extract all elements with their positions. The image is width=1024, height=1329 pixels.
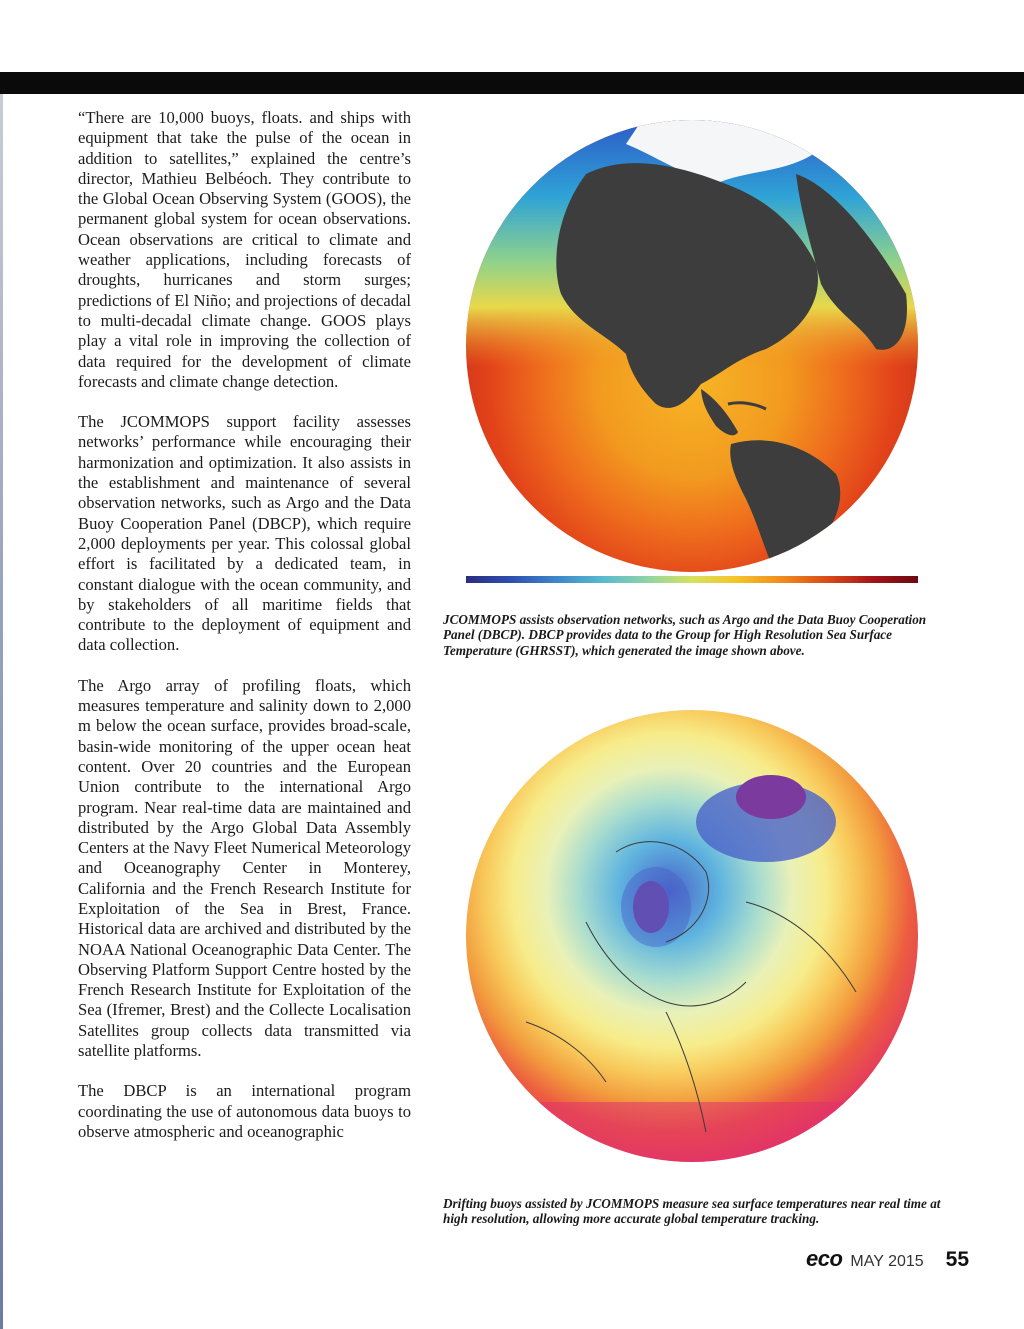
magazine-logo: eco <box>806 1246 843 1271</box>
page-footer <box>806 1246 1006 1270</box>
paragraph-dbcp: The DBCP is an international program coordinating the use of autonomous data buoys to observe atmospheric and oceanographic <box>78 1081 411 1141</box>
issue-date: MAY 2015 <box>850 1253 924 1270</box>
sst-globe-figure <box>466 114 918 574</box>
sst-globe-caption: JCOMMOPS assists observation networks, such as Argo and the Data Buoy Cooperation Panel (DBCP). DBCP provides data to the Group for High Resolution Sea Surface Temperature (GHRSST), which generated the image shown above. <box>443 612 927 658</box>
paragraph-jcommops: The JCOMMOPS support facility assesses networks’ performance while encouraging their harmonization and optimization. It also assists in the establishment and maintenance of several observation networks, such as Argo and the Data Buoy Cooperation Panel (DBCP), which require 2,000 deployments per year. This colossal global effort is facilitated by a dedicated team, in constant dialogue with the ocean community, and by stakeholders of all maritime fields that contribute to the deployment of equipment and data collection. <box>78 412 411 655</box>
paragraph-goos: “There are 10,000 buoys, floats. and ships with equipment that take the pulse of the ocean in addition to satellites,” explained the centre’s director, Mathieu Belbéoch. They contribute to the Global Ocean Observing System (GOOS), the permanent global system for ocean observations. Ocean observations are critical to climate and weather applications, including forecasts of droughts, hurricanes and storm surges; predictions of El Niño; and projections of decadal to multi-decadal climate change. GOOS plays play a vital role in improving the collection of data required for the development of climate forecasts and climate change detection. <box>78 108 411 391</box>
polar-globe-image <box>466 702 918 1170</box>
polar-globe-caption: Drifting buoys assisted by JCOMMOPS measure sea surface temperatures near real time at high resolution, allowing more accurate global temperature tracking. <box>443 1196 941 1227</box>
sst-globe-image <box>466 114 918 574</box>
article-body <box>78 108 411 1162</box>
colorbar-gradient <box>466 576 918 583</box>
polar-globe-figure <box>466 702 918 1170</box>
colorbar-ticks <box>466 583 918 597</box>
paragraph-argo: The Argo array of profiling floats, which measures temperature and salinity down to 2,000 m below the ocean surface, provides broad-scale, basin-wide monitoring of the upper ocean heat content. Over 20 countries and the European Union contribute to the international Argo program. Near real-time data are maintained and distributed by the Argo Global Data Assembly Centers at the Navy Fleet Numerical Meteorology and Oceanography Center in Monterey, California and the French Research Institute for Exploitation of the Sea in Brest, France. Historical data are archived and distributed by the NOAA National Oceanographic Data Center. The Observing Platform Support Centre hosted by the French Research Institute for Exploitation of the Sea (Ifremer, Brest) and the Collecte Localisation Satellites group collects data transmitted via satellite platforms. <box>78 675 411 1061</box>
header-bar <box>0 72 1024 94</box>
page-number: 55 <box>945 1248 970 1271</box>
temperature-colorbar <box>466 576 918 597</box>
page-edge <box>0 94 3 1329</box>
